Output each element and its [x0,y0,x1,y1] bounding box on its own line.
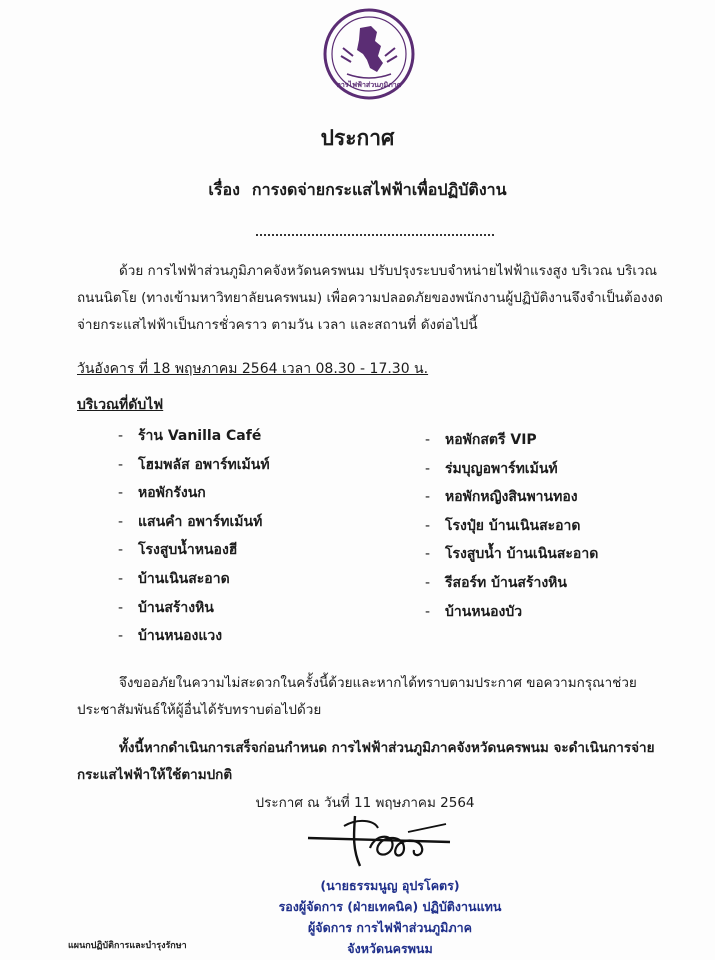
subject-label: เรื่อง [208,180,240,199]
dotted-divider [256,226,494,236]
signatory-position-1: รองผู้จัดการ (ฝ่ายเทคนิค) ปฏิบัติงานแทน [278,899,502,914]
signatory-block [200,875,580,959]
areas-list-left [118,425,270,654]
list-item: - ร่มบุญอพาร์ทเม้นท์ [425,460,558,477]
outage-date-time: วันอังคาร ที่ 18 พฤษภาคม 2564 เวลา 08.30 - 17.30 น. [77,361,429,377]
list-item: - บ้านหนองบัว [425,603,523,620]
pea-logo-seal [323,8,415,100]
handwritten-signature [300,812,460,874]
footer-department: แผนกปฏิบัติการและบำรุงรักษา [68,941,187,951]
list-item: - บ้านสร้างหิน [118,599,214,616]
areas-list-right [425,429,598,629]
list-item: - หอพักรังนก [118,485,206,502]
list-item: - หอพักหญิงสินพานทอง [425,489,578,506]
list-item: - บ้านเนินสะอาด [118,570,230,587]
notice-paragraph: ทั้งนี้หากดำเนินการเสร็จก่อนกำหนด การไฟฟ้าส่วนภูมิภาคจังหวัดนครพนม จะดำเนินการจ่ายกระแสไฟฟ้าให้ใช้ตามปกติ [77,740,655,783]
logo-text: การไฟฟ้าส่วนภูมิภาค [336,81,402,89]
list-item: - โฮมพลัส อพาร์ทเม้นท์ [118,456,270,473]
areas-heading: บริเวณที่ดับไฟ [77,397,164,413]
list-item: - โรงสูบน้ำหนองฮี [118,542,238,559]
subject-line [0,178,715,203]
page-title: ประกาศ [320,126,395,150]
intro-paragraph: ด้วย การไฟฟ้าส่วนภูมิภาคจังหวัดนครพนม ปรับปรุงระบบจำหน่ายไฟฟ้าแรงสูง บริเวณ บริเวณ ถนนนิตโย (ทางเข้ามหาวิทยาลัยนครพนม) เพื่อความปลอดภัยของพนักงานผู้ปฏิบัติงานจึงจำเป็นต้องงดจ่ายกระแสไฟฟ้าเป็นการชั่วคราว ตามวัน เวลา และสถานที่ ดังต่อไปนี้ [77,263,663,333]
signatory-name: (นายธรรมนูญ อุปรโคตร) [320,878,460,893]
list-item: - โรงปุ๋ย บ้านเนินสะอาด [425,517,581,534]
list-item: - แสนคำ อพาร์ทเม้นท์ [118,513,263,530]
signatory-position-2: ผู้จัดการ การไฟฟ้าส่วนภูมิภาค [307,920,473,935]
list-item: - ร้าน Vanilla Café [118,428,262,444]
apology-paragraph: จึงขออภัยในความไม่สะดวกในครั้งนี้ด้วยและหากได้ทราบตามประกาศ ขอความกรุณาช่วยประชาสัมพันธ์ให้ผู้อื่นได้รับทราบต่อไปด้วย [77,675,637,718]
subject-text: การงดจ่ายกระแสไฟฟ้าเพื่อปฏิบัติงาน [251,180,507,199]
signatory-position-3: จังหวัดนครพนม [347,941,433,956]
list-item: - หอพักสตรี VIP [425,432,537,448]
list-item: - บ้านหนองแวง [118,628,223,645]
issue-date: ประกาศ ณ วันที่ 11 พฤษภาคม 2564 [255,795,475,811]
list-item: - โรงสูบน้ำ บ้านเนินสะอาด [425,546,599,563]
list-item: - รีสอร์ท บ้านสร้างหิน [425,574,567,591]
